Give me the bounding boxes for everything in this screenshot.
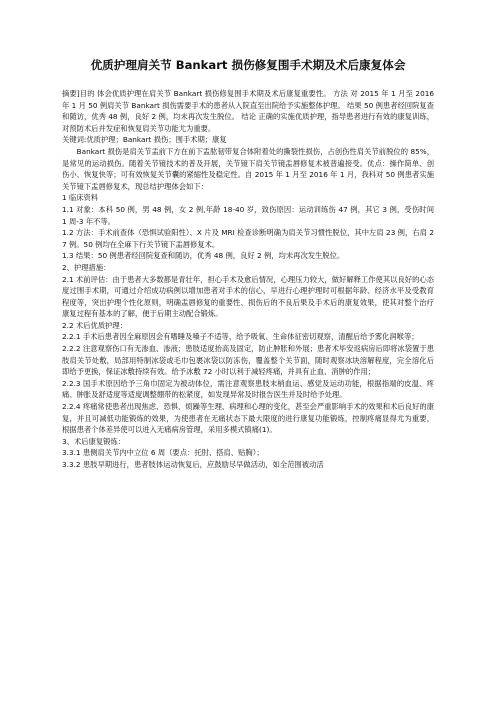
paragraph: 2.1 术前评估：由于患者大多数都是青壮年，担心手术及愈后情况，心理压力较大，做好解释工作使其以良好的心态度过围手术期，可通过介绍成功病例以增加患者对手术的信心，早进行心理护理时可根据年龄、经济水平及受教育程度等，突出护理个性化原则，明确盂唇修复的重要性、损伤后的不良后果及手术后的康复效果，使其对整个治疗康复过程有基本的了解，便于后期主动配合锻炼。 — [62, 274, 434, 319]
paragraph: 3.3.2 患肢早期进行，患者肢体运动恢复后，应鼓励尽早做活动，如全范围被动活 — [62, 460, 324, 469]
paragraph: 关键词:优质护理；Bankart 损伤；围手术期；康复 — [62, 135, 227, 145]
paragraph: 1.2 方法：手术前查体（恐惧试验阳性）、X 片及 MRI 检查诊断明确为肩关节习惯性脱位，其中左肩 23 例，右肩 27 例。50 例均在全麻下行关节镜下盂唇修复术。 — [62, 228, 434, 249]
paragraph: Bankart 损伤是肩关节盂前下方在前下盂肱韧带复合体附着处的撕裂性损伤，占创伤性肩关节前脱位的 85%，是常见的运动损伤。随着关节镜技术的普及开展，关节镜下肩关节镜盂唇修复术被普遍接受。优点：操作简单、创伤小、恢复快等；可有效恢复关节囊的紧缩性及稳定性。自 2015 年 1 月至 2016 年 1 月，我科对 50 例患者实施关节镜下盂唇修复术，现总结护理体会如下： — [62, 146, 434, 191]
document-title: 优质护理肩关节 Bankart 损伤修复围手术期及术后康复体会 — [90, 58, 406, 72]
paragraph: 3、术后康复锻炼： — [62, 436, 126, 446]
paragraph: 2、护理措施： — [62, 262, 111, 272]
paragraph: 3.3.1 患侧肩关节内中立位 6 周（要点：托肘、搭肩、贴胸）； — [62, 448, 264, 458]
paragraph: 摘要]目的 体会优质护理在肩关节 Bankart 损伤修复围手术期及术后康复重要性。 方法 对 2015 年 1 月至 2016 年 1 月 50 例肩关节 Bankart 损伤需要手术的患者从入院直至出院给予实施整体护理。 结果 50 例患者经回院复查和随访，优秀 48 例，良好 2 例，均未再次发生脱位。 结论 正确的实施优质护理，指导患者进行有效的康复训练，对预防术后并发症和恢复肩关节功能尤为重要。 — [62, 89, 434, 133]
paragraph: 1.1 对象：本科 50 例，男 48 例，女 2 例,年龄 18-40 岁，致伤原因：运动训练伤 47 例，其它 3 例，受伤时间 1 周-3 年不等。 — [62, 204, 434, 226]
paragraph: 2.2.1 手术后患者因全麻原因会有嗜睡及嗓子不适等，给予吸氧、生命体征密切观察，清醒后给予雾化润喉等； — [62, 332, 419, 342]
paragraph: 2.2.2 注意观察伤口有无渗血、渗液；患肢适度抬高及固定，防止肿胀和外展；患者术毕安返病房后即将冰袋置于患肢肩关节处敷，局部用特制冰袋或毛巾包裹冰袋以防冻伤，覆盖整个关节面，随时观察冰块溶解程度，完全溶化后即给予更换，保证冰敷持续有效。给予冰敷 72 小时以利于减轻疼痛，并具有止血、消肿的作用； — [62, 344, 434, 377]
paragraph: 2.2.4 疼痛常使患者出现焦虑、恐惧、烦躁等生理、病理和心理的变化，甚至会严重影响手术的效果和术后良好的康复，并且可减低功能锻炼的效果，为使患者在无痛状态下最大限度的进行康复功能锻炼，控制疼痛显得尤为重要，根据患者个体差异使可以进入无痛病房管理，采用多模式镇痛(1)。 — [62, 402, 434, 435]
paragraph: 1 临床资料 — [62, 193, 99, 203]
paragraph: 2.2.3 国手术原因给予三角巾固定为被动体位，需注意观察患肢末梢血运、感觉及运动功能，根据指端的皮温、疼痛、肿胀及舒适度等适度调整绷带的松紧度，如发现异常及时报告医生并及时给予处理。 — [62, 378, 434, 400]
paragraph: 1.3 结果：50 例患者经回院复查和随访，优秀 48 例，良好 2 例，均未再次发生脱位。 — [62, 251, 345, 261]
paragraph: 2.2 术后优质护理： — [62, 320, 128, 330]
document-body — [62, 88, 434, 471]
